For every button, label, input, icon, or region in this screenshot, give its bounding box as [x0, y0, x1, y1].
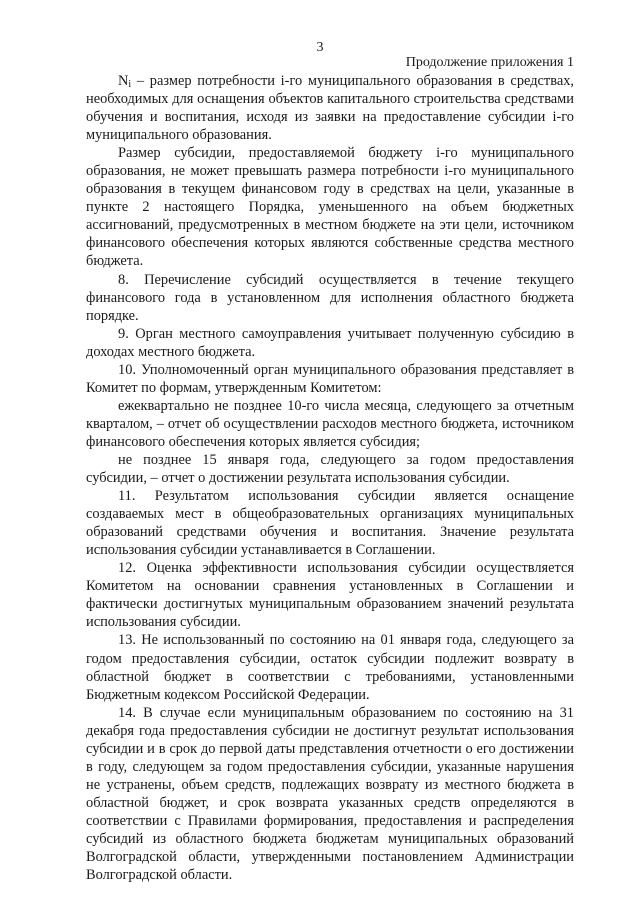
- formula-symbol: N: [118, 73, 129, 89]
- document-body: [86, 72, 574, 884]
- paragraph-item-10: 10. Уполномоченный орган муниципального образования представляет в Комитет по формам, утвержденным Комитетом:: [86, 361, 574, 396]
- appendix-continuation-label: Продолжение приложения 1: [405, 55, 574, 70]
- paragraph-item-10-quarterly: ежеквартально не позднее 10-го числа месяца, следующего за отчетным кварталом, – отчет об осуществлении расходов местного бюджета, источником финансового обеспечения которых является субсидия;: [86, 397, 574, 450]
- paragraph-item-8: 8. Перечисление субсидий осуществляется в течение текущего финансового года в установленном для исполнения областного бюджета порядке.: [86, 271, 574, 324]
- paragraph-item-9: 9. Орган местного самоуправления учитывает полученную субсидию в доходах местного бюджета.: [86, 325, 574, 360]
- paragraph-item-10-annual: не позднее 15 января года, следующего за годом предоставления субсидии, – отчет о достижении результата использования субсидии.: [86, 451, 574, 487]
- paragraph-text: – размер потребности i-го муниципального образования в средствах, необходимых для оснащения объектов капитального строительства средствами обучения и воспитания, исходя из заявки на предоставление субсидии i-го муниципального образования.: [86, 73, 574, 144]
- formula-subscript: i: [128, 79, 132, 90]
- paragraph-item-12: 12. Оценка эффективности использования субсидии осуществляется Комитетом на основании сравнения установленных в Соглашении и фактически достигнутых муниципальным образованием значений результата использования субсидии.: [86, 560, 574, 631]
- paragraph-subsidy-size: Размер субсидии, предоставляемой бюджету i-го муниципального образования, не может превышать размера потребности i-го муниципального образования в текущем финансовом году в средствах на цели, указанные в пункте 2 настоящего Порядка, уменьшенного на объем бюджетных ассигнований, предусмотренных в местном бюджете на эти цели, источником финансового обеспечения которых являются собственные средства местного бюджета.: [86, 145, 574, 270]
- paragraph-item-14: 14. В случае если муниципальным образованием по состоянию на 31 декабря года предоставления субсидии не достигнут результат использования субсидии и в срок до первой даты представления отчетности о его достижении в году, следующем за годом предоставления субсидии, указанные нарушения не устранены, объем средств, подлежащих возврату из местного бюджета в областной бюджет, и срок возврата указанных средств определяются в соответствии с Правилами формирования, предоставления и распределения субсидий из областного бюджета бюджетам муниципальных образований Волгоградской области, утвержденными постановлением Администрации Волгоградской области.: [86, 704, 574, 884]
- page-number: 3: [316, 40, 324, 55]
- paragraph-ni-definition: [86, 72, 574, 144]
- paragraph-item-13: 13. Не использованный по состоянию на 01 января года, следующего за годом предоставления субсидии, остаток субсидии подлежит возврату в областной бюджет в соответствии с требованиями, установленными Бюджетным кодексом Российской Федерации.: [86, 632, 574, 703]
- paragraph-item-11: 11. Результатом использования субсидии является оснащение создаваемых мест в общеобразовательных организациях муниципальных образований средствами обучения и воспитания. Значение результата использования субсидии устанавливается в Соглашении.: [86, 488, 574, 559]
